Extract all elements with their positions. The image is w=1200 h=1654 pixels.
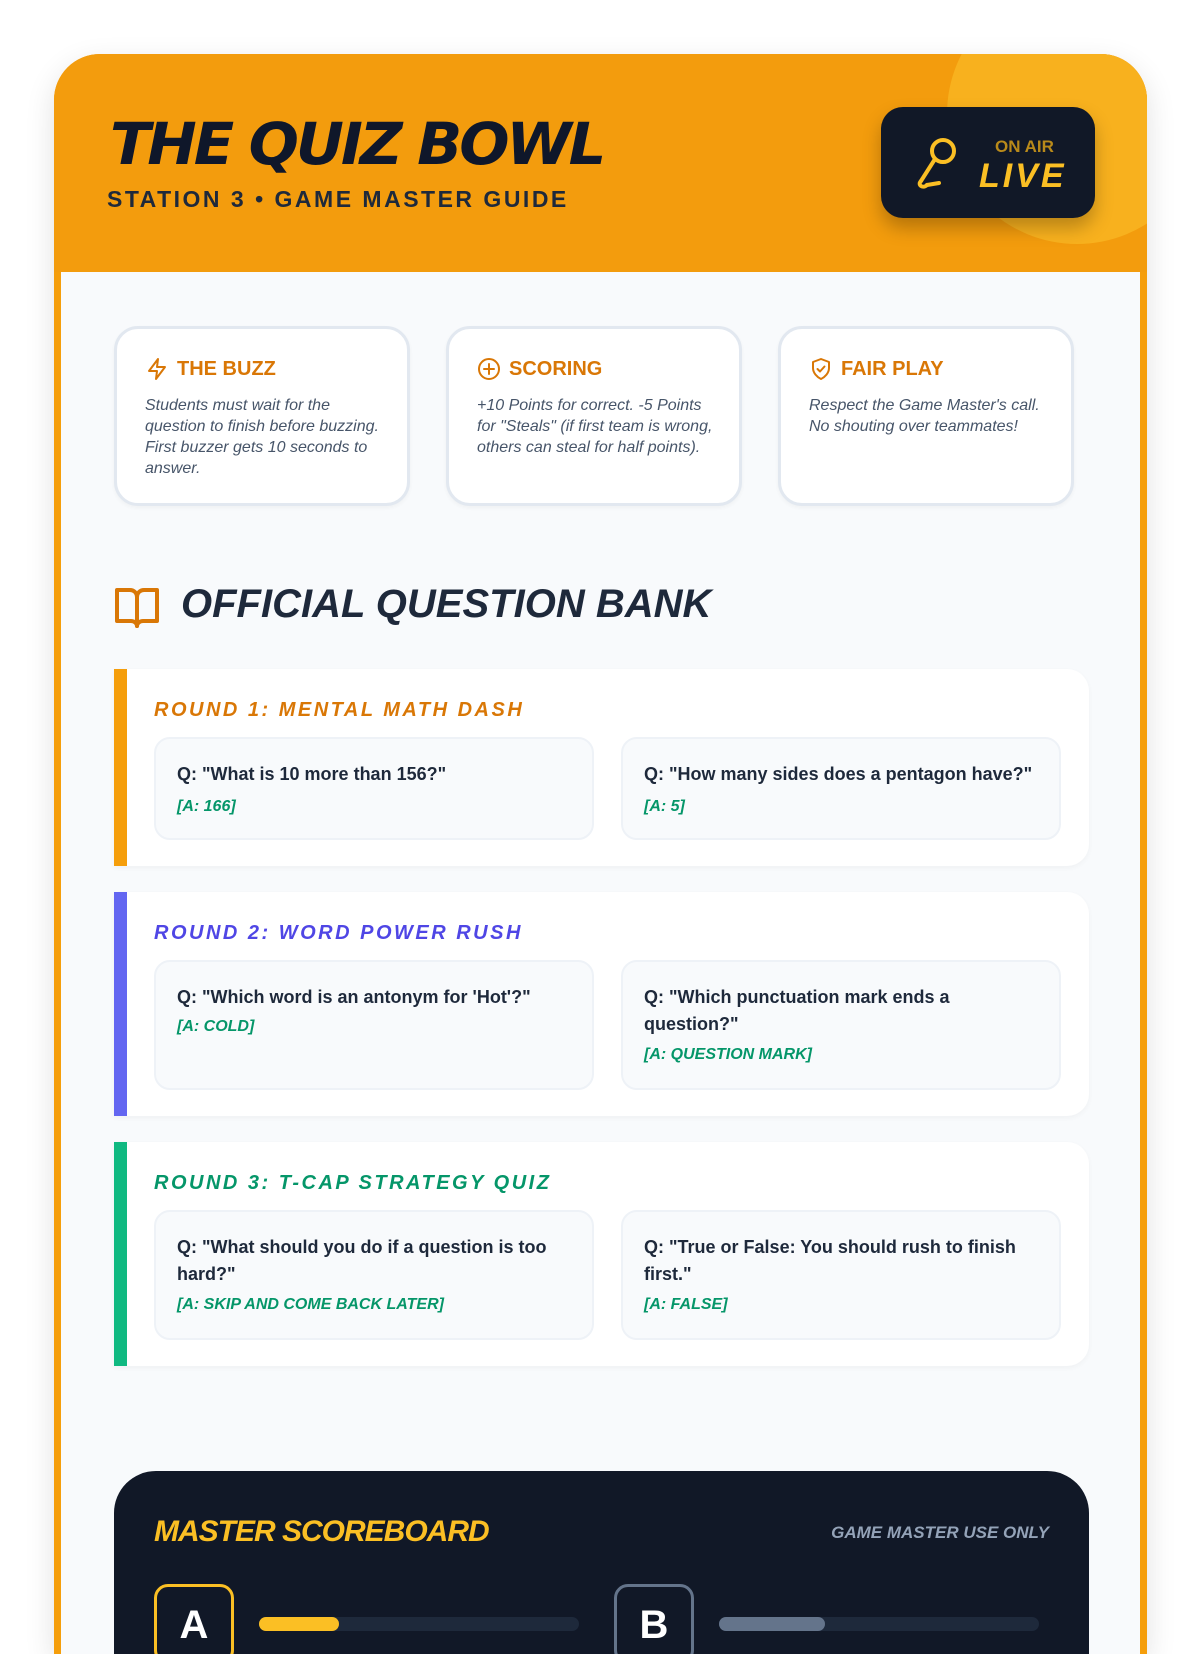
question-bank-title: OFFICIAL QUESTION BANK <box>181 582 712 626</box>
question-card <box>621 960 1061 1090</box>
book-open-icon <box>114 586 160 628</box>
rule-body: Students must wait for the question to finish before buzzing. First buzzer gets 10 seconds to answer. <box>145 397 379 477</box>
round-card-3 <box>114 1142 1089 1366</box>
rule-body: +10 Points for correct. -5 Points for "Steals" (if first team is wrong, others can steal for half points). <box>477 397 713 456</box>
team-a-progress <box>259 1617 579 1631</box>
round-accent-bar <box>114 892 127 1116</box>
question-card <box>154 960 594 1090</box>
question-text: Q: "What is 10 more than 156?" <box>177 764 447 784</box>
question-text: Q: "What should you do if a question is too hard?" <box>177 1237 547 1284</box>
round-card-1 <box>114 669 1089 866</box>
answer-text: [A: SKIP AND COME BACK LATER] <box>177 1296 444 1313</box>
page-subtitle: STATION 3 • GAME MASTER GUIDE <box>107 186 569 212</box>
answer-text: [A: FALSE] <box>644 1296 728 1313</box>
question-card <box>621 737 1061 840</box>
team-a-badge: A <box>154 1584 234 1654</box>
rule-card-fair-play <box>778 326 1074 506</box>
shield-check-icon <box>809 357 833 381</box>
team-b-progress <box>719 1617 1039 1631</box>
team-b-badge: B <box>614 1584 694 1654</box>
team-b-progress-fill <box>719 1617 825 1631</box>
round-accent-bar <box>114 1142 127 1366</box>
rule-title: FAIR PLAY <box>841 357 944 380</box>
round-title: ROUND 2: WORD POWER RUSH <box>154 922 523 944</box>
guide-card <box>54 54 1147 1654</box>
rule-card-scoring <box>446 326 742 506</box>
plus-circle-icon <box>477 357 501 381</box>
question-card <box>154 1210 594 1340</box>
team-a-progress-fill <box>259 1617 339 1631</box>
header <box>54 54 1147 272</box>
scoreboard <box>114 1471 1089 1654</box>
answer-text: [A: QUESTION MARK] <box>644 1046 812 1063</box>
question-card <box>621 1210 1061 1340</box>
question-text: Q: "Which punctuation mark ends a question?" <box>644 987 950 1034</box>
question-text: Q: "How many sides does a pentagon have?" <box>644 764 1033 784</box>
round-accent-bar <box>114 669 127 866</box>
live-badge <box>881 107 1095 218</box>
live-label: LIVE <box>979 157 1067 195</box>
page-title: THE QUIZ BOWL <box>110 110 604 178</box>
rule-card-buzz <box>114 326 410 506</box>
scoreboard-title: MASTER SCOREBOARD <box>154 1515 489 1548</box>
round-card-2 <box>114 892 1089 1116</box>
answer-text: [A: 166] <box>177 798 236 815</box>
question-text: Q: "True or False: You should rush to finish first." <box>644 1237 1016 1284</box>
rule-title: SCORING <box>509 357 603 380</box>
rule-title: THE BUZZ <box>177 357 276 380</box>
content-area <box>61 272 1140 1654</box>
round-title: ROUND 3: T-CAP STRATEGY QUIZ <box>154 1172 552 1194</box>
onair-label: ON AIR <box>995 137 1054 156</box>
scoreboard-note: GAME MASTER USE ONLY <box>831 1523 1049 1542</box>
rule-body: Respect the Game Master's call. No shouting over teammates! <box>809 397 1040 435</box>
lightning-icon <box>145 357 169 381</box>
microphone-icon <box>913 137 959 189</box>
round-title: ROUND 1: MENTAL MATH DASH <box>154 699 525 721</box>
answer-text: [A: 5] <box>644 798 685 815</box>
question-text: Q: "Which word is an antonym for 'Hot'?" <box>177 987 531 1007</box>
question-card <box>154 737 594 840</box>
answer-text: [A: COLD] <box>177 1018 255 1035</box>
